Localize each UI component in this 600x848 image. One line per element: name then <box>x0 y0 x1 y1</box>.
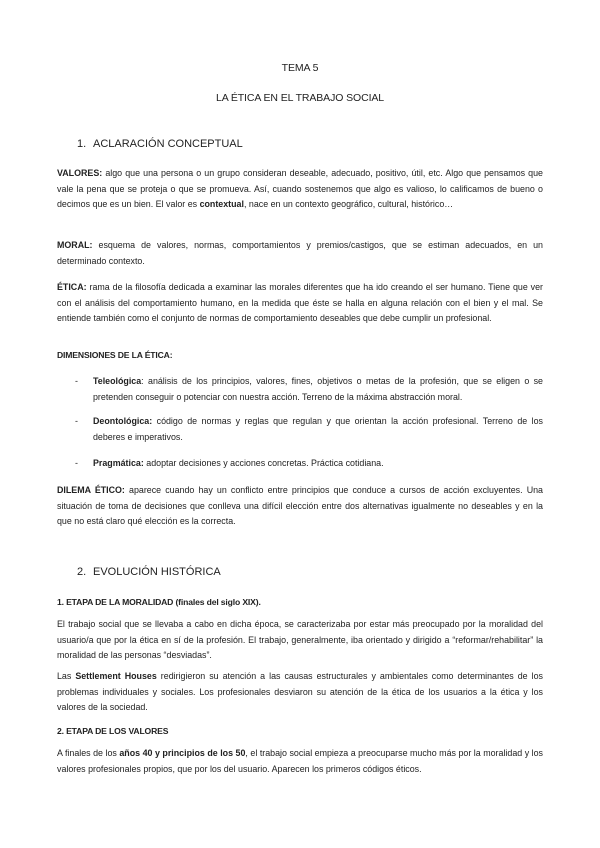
paragraph-etapa-1: El trabajo social que se llevaba a cabo en dicha época, se caracterizaba por estar más preocupado por la moralidad del usuario/a que por la ética en sí de la profesión. El trabajo, generalmente, iba orientado y dirigido a “reformar/rehabilitar” la moralidad de las personas “desviadas”. <box>57 619 543 661</box>
text: adoptar decisiones y acciones concretas. Práctica cotidiana. <box>143 458 384 468</box>
text: : análisis de los principios, valores, fines, objetivos o metas de la profesión, que se eligen o se pretenden conseguir o potenciar con nuestra acción. Terreno de la máxima abstracción moral. <box>93 376 543 402</box>
term-pragmatica: Pragmática: <box>93 458 144 468</box>
term-etica: ÉTICA: <box>57 282 87 292</box>
list-item-teleologica <box>57 374 543 405</box>
section-heading-1 <box>77 138 243 150</box>
paragraph-moral <box>57 238 543 269</box>
text: esquema de valores, normas, comportamientos y premios/castigos, que se estiman adecuados, en un determinado contexto. <box>57 240 543 266</box>
etapa-1-heading: 1. ETAPA DE LA MORALIDAD (finales del siglo XIX). <box>57 597 261 607</box>
page-title: LA ÉTICA EN EL TRABAJO SOCIAL <box>215 92 385 104</box>
text: Las <box>57 671 76 681</box>
paragraph-dilema <box>57 483 543 530</box>
bullet-dash: - <box>75 376 78 386</box>
paragraph-settlement <box>57 669 543 716</box>
section-title: ACLARACIÓN CONCEPTUAL <box>93 138 243 150</box>
term-deontologica: Deontológica: <box>93 416 153 426</box>
bold-contextual: contextual <box>199 199 244 210</box>
paragraph-valores <box>57 166 543 213</box>
list-item-deontologica <box>57 414 543 445</box>
dimensiones-heading: DIMENSIONES DE LA ÉTICA: <box>57 350 173 360</box>
paragraph-etapa-2 <box>57 746 543 777</box>
bold-anos: años 40 y principios de los 50 <box>119 748 246 758</box>
etapa-2-heading: 2. ETAPA DE LOS VALORES <box>57 726 169 736</box>
section-number: 1. <box>77 138 87 150</box>
text: redirigieron su atención a las causas estructurales y ambientales como determinantes de los problemas individuales y sociales. Los profesionales desviaron su atención de la ética de los usuarios a la ética y los valores de la sociedad. <box>57 671 543 713</box>
text: , nace en un contexto geográfico, cultural, histórico… <box>243 199 454 210</box>
text: A finales de los <box>57 748 120 758</box>
bullet-dash: - <box>75 416 78 426</box>
text: rama de la filosofía dedicada a examinar las morales diferentes que ha ido creando el ser humano. Tiene que ver con el análisis del comportamiento humano, en la medida que éste se halla en alguna relación con el bien y el mal. Se entiende también como el conjunto de normas de comportamiento deseables que debe cumplir un profesional. <box>57 282 543 324</box>
term-teleologica: Teleológica <box>93 376 142 386</box>
section-heading-2 <box>77 566 221 578</box>
section-number: 2. <box>77 566 87 578</box>
tema-label: TEMA 5 <box>281 62 319 74</box>
text: algo que una persona o un grupo consideran deseable, adecuado, positivo, útil, etc. Algo que pensamos que vale la pena que se proteja o que se promueva. Así, cuando sostenemos que algo es valioso, lo calificamos de bueno o decimos que es un bien. El valor es <box>57 168 543 210</box>
bold-settlement-houses: Settlement Houses <box>75 671 157 681</box>
text: , el trabajo social empieza a preocuparse mucho más por la moralidad y los valores profesionales propios, que por los del usuario. Aparecen los primeros códigos éticos. <box>57 748 543 774</box>
bullet-dash: - <box>75 458 78 468</box>
text: código de normas y reglas que regulan y que orientan la acción profesional. Terreno de los deberes e imperativos. <box>93 416 543 442</box>
paragraph-etica <box>57 280 543 327</box>
list-item-pragmatica <box>57 456 543 472</box>
term-dilema: DILEMA ÉTICO: <box>57 485 125 495</box>
section-title: EVOLUCIÓN HISTÓRICA <box>93 566 221 578</box>
text: aparece cuando hay un conflicto entre principios que conduce a cursos de acción excluyentes. Una situación de toma de decisiones que conlleva una difícil elección entre dos alternativas igualmente no deseables y en la que no está claro qué elección es la correcta. <box>57 485 543 527</box>
term-moral: MORAL: <box>57 240 93 250</box>
term-valores: VALORES: <box>57 168 103 178</box>
